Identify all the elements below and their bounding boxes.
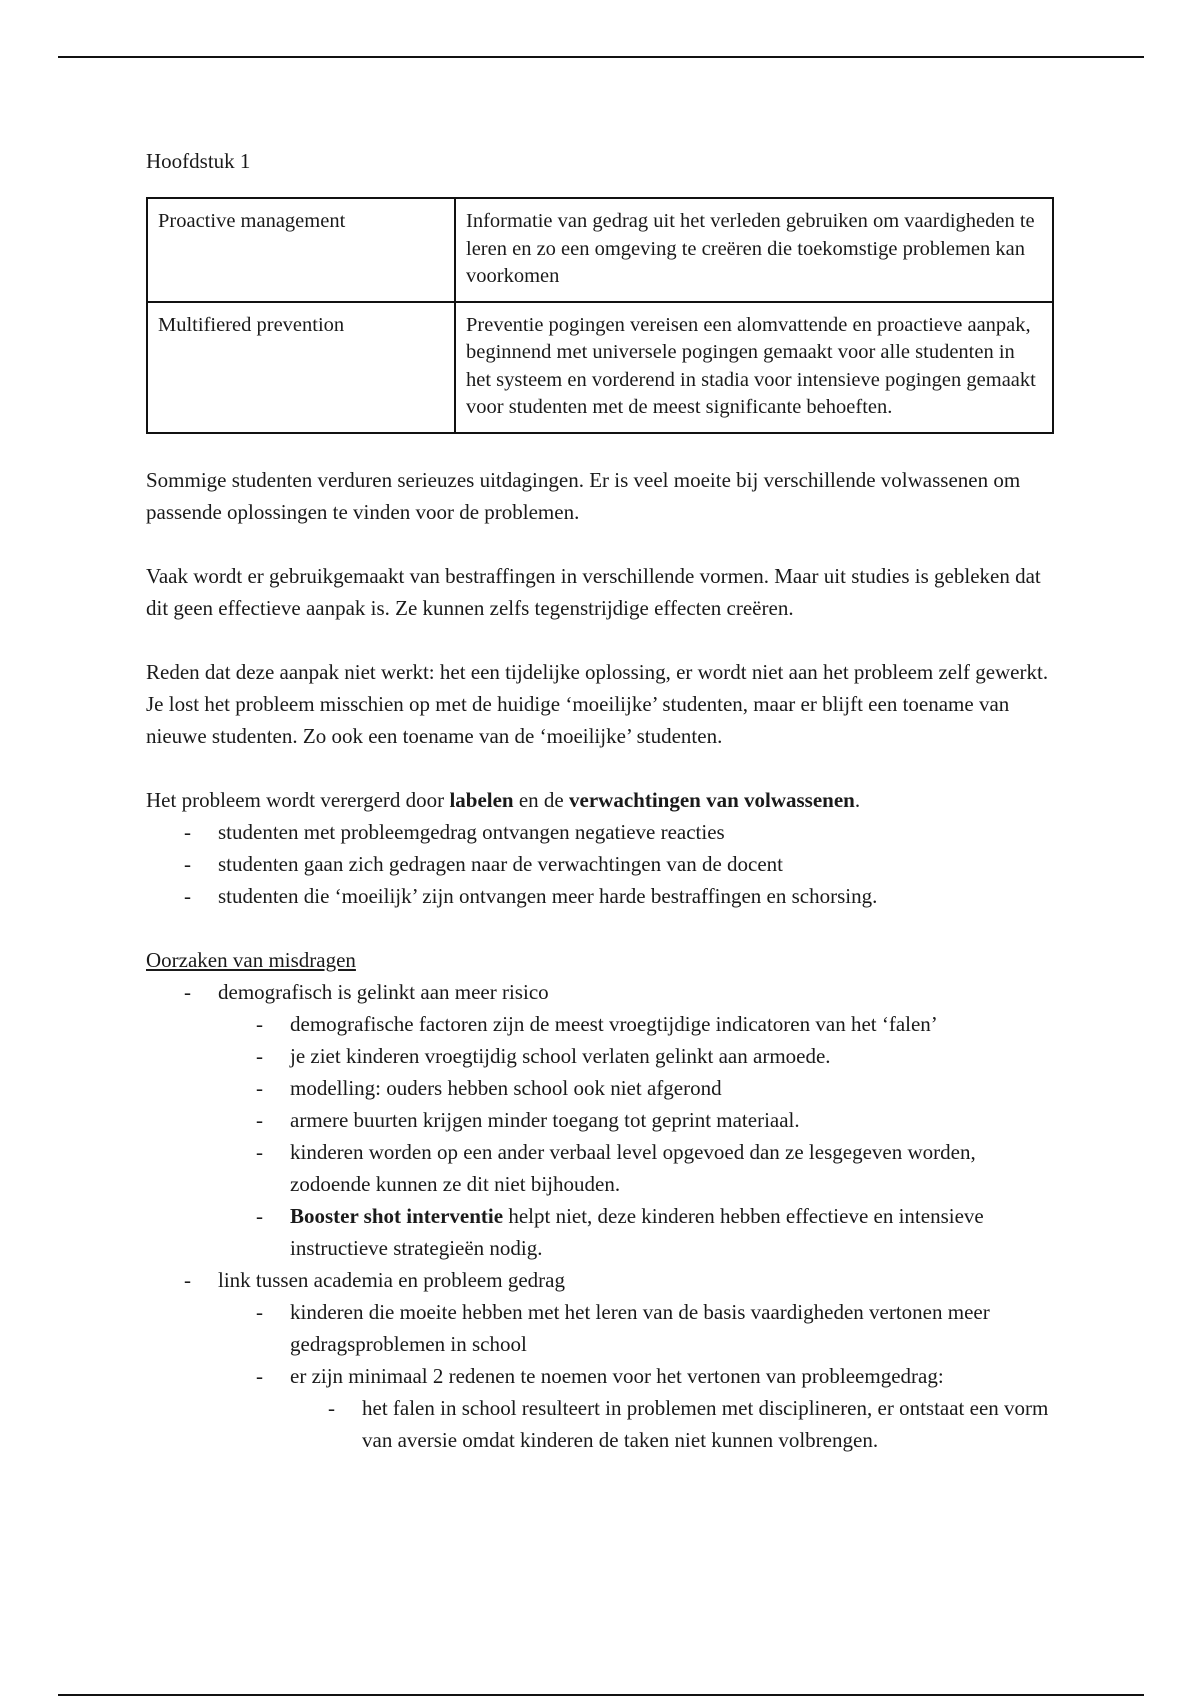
academia-label: link tussen academia en probleem gedrag (218, 1267, 565, 1292)
labeling-text-a: Het probleem wordt verergerd door (146, 787, 450, 812)
paragraph-challenges: Sommige studenten verduren serieuzes uitdagingen. Er is veel moeite bij verschillende volwassenen om passende oplossingen te vinden voor de problemen. (146, 467, 1021, 524)
labeling-bold-expectations: verwachtingen van volwassenen (569, 787, 855, 812)
table-row (147, 198, 1053, 302)
reasons-label: er zijn minimaal 2 redenen te noemen voor het vertonen van probleemgedrag: (290, 1363, 944, 1388)
reasons-sublist (290, 1392, 1056, 1456)
definitions-table (146, 197, 1054, 434)
demographic-label: demografisch is gelinkt aan meer risico (218, 979, 549, 1004)
list-item: - armere buurten krijgen minder toegang tot geprint materiaal. (218, 1104, 1056, 1136)
definition-cell: Preventie pogingen vereisen een alomvattende en proactieve aanpak, beginnend met universele pogingen gemaakt voor alle studenten in het systeem en vorderend in stadia voor intensieve pogingen gemaakt voor studenten met de meest significante behoeften. (455, 302, 1053, 433)
causes-title: Oorzaken van misdragen (146, 947, 356, 972)
paragraph-reason: Reden dat deze aanpak niet werkt: het een tijdelijke oplossing, er wordt niet aan het probleem zelf gewerkt. Je lost het probleem misschien op met de huidige ‘moeilijke’ studenten, maar er blijft een toename van nieuwe studenten. Zo ook een toename van de ‘moeilijke’ studenten. (146, 659, 1049, 748)
list-item: - je ziet kinderen vroegtijdig school verlaten gelinkt aan armoede. (218, 1040, 1056, 1072)
demographic-sublist (218, 1008, 1056, 1264)
definition-cell: Informatie van gedrag uit het verleden gebruiken om vaardigheden te leren en zo een omgeving te creëren die toekomstige problemen kan voorkomen (455, 198, 1053, 302)
booster-rest: helpt niet, deze kinderen hebben effectieve en intensieve instructieve strategieën nodig. (290, 1203, 984, 1260)
list-item: - kinderen worden op een ander verbaal level opgevoed dan ze lesgegeven worden, zodoende kunnen ze dit niet bijhouden. (218, 1136, 1056, 1200)
top-rule (58, 56, 1144, 58)
list-item: - kinderen die moeite hebben met het leren van de basis vaardigheden vertonen meer gedragsproblemen in school (218, 1296, 1056, 1360)
labeling-bold-labelen: labelen (449, 787, 514, 812)
labeling-list (146, 816, 1056, 912)
list-item: - het falen in school resulteert in problemen met disciplineren, er ontstaat een vorm van aversie omdat kinderen de taken niet kunnen volbrengen. (290, 1392, 1056, 1456)
paragraph-punishments: Vaak wordt er gebruikgemaakt van bestraffingen in verschillende vormen. Maar uit studies is gebleken dat dit geen effectieve aanpak is. Ze kunnen zelfs tegenstrijdige effecten creëren. (146, 563, 1041, 620)
term-cell: Multifiered prevention (147, 302, 455, 433)
labeling-intro (146, 784, 1056, 816)
list-item (218, 1360, 1056, 1456)
term-cell: Proactive management (147, 198, 455, 302)
academia-sublist (218, 1296, 1056, 1456)
list-item (218, 1200, 1056, 1264)
list-item (146, 1264, 1056, 1456)
table-row (147, 302, 1053, 433)
booster-bold: Booster shot interventie (290, 1203, 504, 1228)
list-item: - demografische factoren zijn de meest vroegtijdige indicatoren van het ‘falen’ (218, 1008, 1056, 1040)
labeling-text-b: en de (513, 787, 570, 812)
page-content (146, 145, 1056, 1456)
list-item (146, 976, 1056, 1264)
list-item: - studenten met probleemgedrag ontvangen negatieve reacties (146, 816, 1056, 848)
chapter-heading: Hoofdstuk 1 (146, 149, 251, 173)
bottom-rule (58, 1694, 1144, 1696)
list-item: - studenten gaan zich gedragen naar de verwachtingen van de docent (146, 848, 1056, 880)
causes-list (146, 976, 1056, 1456)
labeling-text-c: . (854, 787, 861, 812)
list-item: - modelling: ouders hebben school ook niet afgerond (218, 1072, 1056, 1104)
list-item: - studenten die ‘moeilijk’ zijn ontvangen meer harde bestraffingen en schorsing. (146, 880, 1056, 912)
